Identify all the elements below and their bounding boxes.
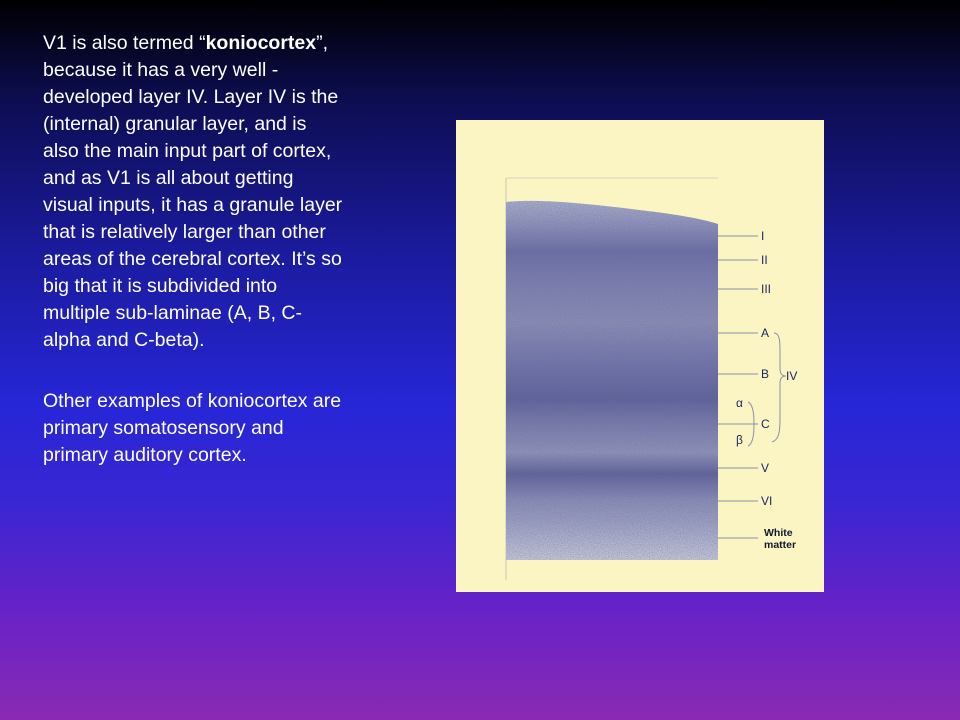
layer-label-alpha: α [736,396,743,410]
p1-body: , because it has a very well -developed layer IV. Layer IV is the (internal) granular layer, and is also the main input part of cortex, and as V1 is all about getting visual inputs, it has a granule layer that is relatively larger than other areas of the cerebral cortex. It’s so big that it is subdivided into multiple sub-laminae (A, B, C-alpha and C-beta). [43,32,343,351]
close-quote: ” [316,32,323,54]
layer-label-b: B [761,367,770,381]
layer-label-c: C [761,417,770,431]
layer-label-i: I [761,229,765,243]
layer-label-v: V [761,461,770,475]
open-quote: “ [199,32,206,54]
histology-image [456,120,824,592]
p1-intro: V1 is also termed [43,32,200,54]
slide-text [43,30,343,469]
layer-iv-bracket [772,333,786,442]
layer-label-ii: II [761,253,768,267]
paragraph-other-examples: Other examples of koniocortex are primary somatosensory and primary auditory cortex. [43,390,342,466]
layer-label-a: A [761,326,770,340]
paragraph-koniocortex [43,30,343,354]
layer-boundary-lines [718,236,758,538]
layer-label-iv: IV [786,369,798,383]
layer-label-vi: VI [761,494,773,508]
layer-label-beta: β [736,433,743,447]
term-koniocortex: koniocortex [205,32,317,54]
layer-label-iii: III [761,282,772,296]
label-white-matter-line2: matter [764,539,797,551]
cortex-histology-figure [456,120,824,592]
label-white-matter-line1: White [764,527,793,539]
